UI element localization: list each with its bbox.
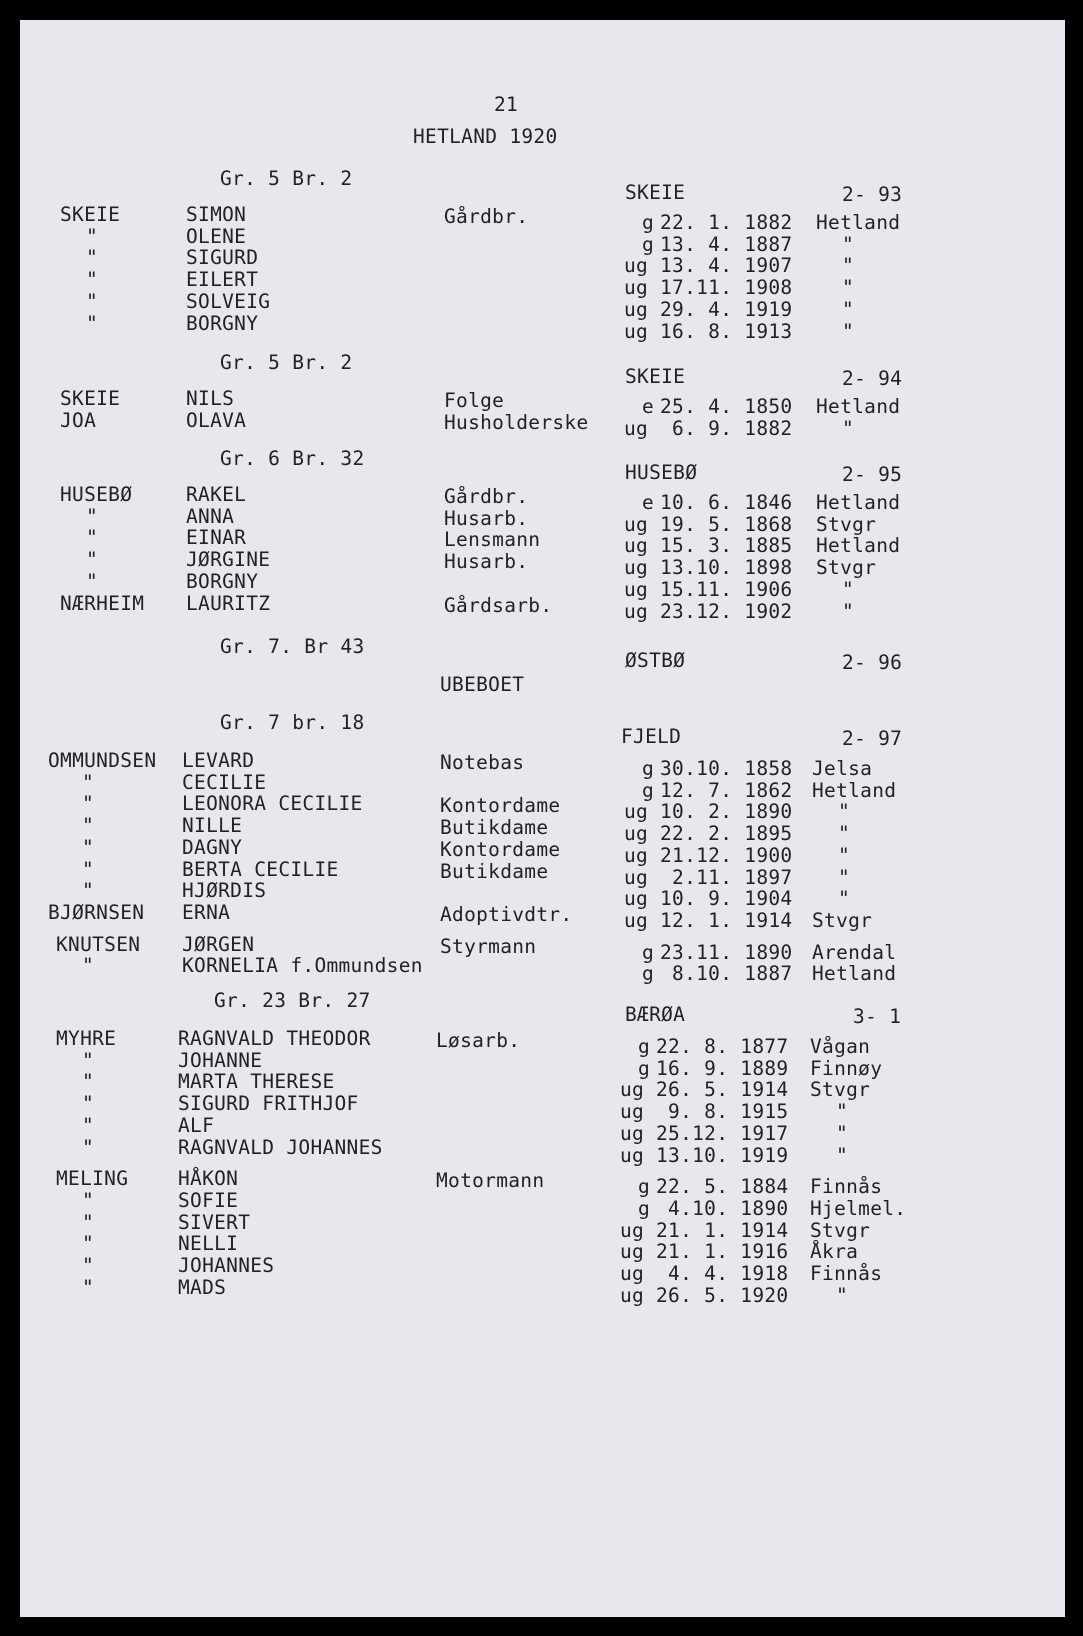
section-code: 2- 96 <box>842 651 903 674</box>
occupation-cell: Motormann <box>436 1169 545 1193</box>
marital-status-cell: ug <box>624 276 649 300</box>
given-name-cell: RAGNVALD THEODOR <box>178 1027 371 1050</box>
page-number: 21 <box>494 93 519 116</box>
given-name-cell: SOFIE <box>178 1188 239 1212</box>
birthdate-cell: 12. 1. 1914 <box>660 908 793 932</box>
surname-cell: " <box>82 1135 95 1159</box>
census-page <box>20 20 1065 1617</box>
given-name-cell: ALF <box>178 1113 215 1137</box>
marital-status-cell: ug <box>624 908 649 932</box>
birthdate-cell: 30.10. 1858 <box>660 757 793 780</box>
birthdate-cell: 25. 4. 1850 <box>660 395 793 418</box>
marital-status-cell: ug <box>624 416 649 440</box>
surname-cell: JOA <box>60 408 97 432</box>
occupation-cell: Butikdame <box>440 816 549 840</box>
section-code: 2- 97 <box>842 727 903 750</box>
occupation-cell: Kontordame <box>440 837 561 861</box>
section-code: 2- 94 <box>842 367 903 390</box>
birthdate-cell: 16. 9. 1889 <box>656 1056 789 1080</box>
given-name-cell: BORGNY <box>186 569 259 593</box>
birthdate-cell: 2.11. 1897 <box>660 865 793 889</box>
marital-status-cell: g <box>642 757 655 780</box>
birthdate-cell: 26. 5. 1914 <box>656 1078 789 1102</box>
surname-cell: MYHRE <box>56 1027 117 1050</box>
given-name-cell: LEVARD <box>182 749 255 772</box>
birthplace-cell: " <box>838 800 851 824</box>
surname-cell: KNUTSEN <box>56 932 141 956</box>
marital-status-cell: ug <box>624 822 649 846</box>
marital-status-cell: ug <box>624 887 649 911</box>
occupation-cell: Gårdbr. <box>444 205 529 228</box>
given-name-cell: SIGURD <box>186 246 259 270</box>
birthdate-cell: 22. 1. 1882 <box>660 211 793 234</box>
marital-status-cell: ug <box>624 556 649 580</box>
surname-cell: OMMUNDSEN <box>48 749 157 772</box>
birthplace-cell: Åkra <box>810 1240 859 1264</box>
birthplace-cell: " <box>838 822 851 846</box>
given-name-cell: NILLE <box>182 814 243 838</box>
surname-cell: HUSEBØ <box>60 483 133 506</box>
surname-cell: " <box>82 954 95 978</box>
section-gr-label: Gr. 7 br. 18 <box>220 711 365 734</box>
occupation-cell: Adoptivdtr. <box>440 902 573 926</box>
section-gr-label: Gr. 5 Br. 2 <box>220 167 353 190</box>
birthplace-cell: " <box>842 599 855 623</box>
birthdate-cell: 23.11. 1890 <box>660 940 793 964</box>
marital-status-cell: ug <box>624 254 649 278</box>
given-name-cell: JOHANNE <box>178 1048 263 1072</box>
marital-status-cell: e <box>642 491 655 514</box>
given-name-cell: JØRGEN <box>182 932 255 956</box>
birthdate-cell: 22. 5. 1884 <box>656 1175 789 1199</box>
given-name-cell: JOHANNES <box>178 1254 275 1277</box>
surname-cell: MELING <box>56 1167 129 1191</box>
occupation-cell: Styrmann <box>440 934 537 958</box>
given-name-cell: HJØRDIS <box>182 879 267 903</box>
marital-status-cell: ug <box>624 865 649 889</box>
marital-status-cell: ug <box>620 1078 645 1102</box>
birthdate-cell: 19. 5. 1868 <box>660 512 793 536</box>
section-gr-label: Gr. 7. Br 43 <box>220 635 365 658</box>
surname-cell: " <box>86 526 99 550</box>
birthplace-cell: Hetland <box>816 395 901 418</box>
birthdate-cell: 21. 1. 1914 <box>656 1218 789 1242</box>
surname-cell: " <box>82 1254 95 1277</box>
marital-status-cell: ug <box>620 1240 645 1264</box>
given-name-cell: RAGNVALD JOHANNES <box>178 1135 383 1159</box>
section-gr-label: Gr. 23 Br. 27 <box>214 989 371 1012</box>
given-name-cell: CECILIE <box>182 770 267 794</box>
birthdate-cell: 13.10. 1898 <box>660 556 793 580</box>
marital-status-cell: ug <box>620 1143 645 1167</box>
birthplace-cell: Finnås <box>810 1175 883 1199</box>
birthplace-cell: " <box>842 232 855 256</box>
marital-status-cell: ug <box>624 297 649 321</box>
surname-cell: " <box>82 1232 95 1256</box>
surname-cell: " <box>82 770 95 794</box>
given-name-cell: SIMON <box>186 203 247 226</box>
marital-status-cell: ug <box>624 800 649 824</box>
surname-cell: " <box>86 548 99 572</box>
marital-status-cell: ug <box>624 577 649 601</box>
marital-status-cell: g <box>638 1035 651 1058</box>
surname-cell: " <box>86 504 99 528</box>
marital-status-cell: g <box>642 211 655 234</box>
occupation-cell: Notebas <box>440 751 525 774</box>
marital-status-cell: g <box>638 1196 651 1220</box>
birthdate-cell: 10. 6. 1846 <box>660 491 793 514</box>
surname-cell: BJØRNSEN <box>48 900 145 924</box>
given-name-cell: NELLI <box>178 1232 239 1256</box>
given-name-cell: SOLVEIG <box>186 289 271 313</box>
birthdate-cell: 13. 4. 1907 <box>660 254 793 278</box>
birthplace-cell: " <box>842 276 855 300</box>
surname-cell: " <box>82 1070 95 1094</box>
birthplace-cell: Stvgr <box>816 556 877 580</box>
birthplace-cell: Finnøy <box>810 1056 883 1080</box>
birthdate-cell: 6. 9. 1882 <box>660 416 793 440</box>
birthdate-cell: 4. 4. 1918 <box>656 1262 789 1285</box>
birthdate-cell: 13.10. 1919 <box>656 1143 789 1167</box>
birthdate-cell: 26. 5. 1920 <box>656 1283 789 1307</box>
birthdate-cell: 21.12. 1900 <box>660 843 793 867</box>
occupation-cell: Folge <box>444 389 505 412</box>
birthplace-cell: Vågan <box>810 1035 871 1058</box>
surname-cell: " <box>86 569 99 593</box>
marital-status-cell: ug <box>620 1283 645 1307</box>
surname-cell: " <box>82 879 95 903</box>
marital-status-cell: g <box>638 1175 651 1199</box>
section-place: HUSEBØ <box>625 461 698 484</box>
section-place: SKEIE <box>625 365 686 388</box>
birthdate-cell: 12. 7. 1862 <box>660 778 793 802</box>
birthplace-cell: Stvgr <box>816 512 877 536</box>
birthdate-cell: 10. 9. 1904 <box>660 887 793 911</box>
marital-status-cell: ug <box>620 1121 645 1145</box>
surname-cell: " <box>82 814 95 838</box>
birthplace-cell: " <box>842 297 855 321</box>
occupation-cell: Løsarb. <box>436 1029 521 1052</box>
surname-cell: " <box>82 1113 95 1137</box>
birthdate-cell: 21. 1. 1916 <box>656 1240 789 1264</box>
given-name-cell: NILS <box>186 387 235 410</box>
marital-status-cell: g <box>642 232 655 256</box>
surname-cell: " <box>86 268 99 292</box>
given-name-cell: EILERT <box>186 268 259 292</box>
given-name-cell: HÅKON <box>178 1167 239 1191</box>
marital-status-cell: g <box>638 1056 651 1080</box>
birthplace-cell: " <box>838 843 851 867</box>
given-name-cell: LEONORA CECILIE <box>182 792 363 816</box>
surname-cell: " <box>86 289 99 313</box>
birthplace-cell: " <box>842 416 855 440</box>
page-title: HETLAND 1920 <box>413 125 558 148</box>
marital-status-cell: g <box>642 940 655 964</box>
surname-cell: " <box>86 224 99 248</box>
marital-status-cell: g <box>642 962 655 986</box>
marital-status-cell: ug <box>624 843 649 867</box>
section-code: 3- 1 <box>853 1005 902 1028</box>
birthplace-cell: Stvgr <box>810 1078 871 1102</box>
given-name-cell: OLENE <box>186 224 247 248</box>
birthplace-cell: " <box>836 1100 849 1124</box>
surname-cell: " <box>82 792 95 816</box>
surname-cell: SKEIE <box>60 203 121 226</box>
given-name-cell: MARTA THERESE <box>178 1070 335 1094</box>
occupation-cell: Husholderske <box>444 410 589 434</box>
surname-cell: " <box>82 1048 95 1072</box>
surname-cell: " <box>86 246 99 270</box>
surname-cell: " <box>82 1092 95 1116</box>
given-name-cell: KORNELIA f.Ommundsen <box>182 954 423 978</box>
surname-cell: " <box>82 1210 95 1234</box>
birthplace-cell: Hetland <box>816 211 901 234</box>
given-name-cell: BORGNY <box>186 311 259 335</box>
marital-status-cell: ug <box>624 599 649 623</box>
birthplace-cell: Finnås <box>810 1262 883 1285</box>
marital-status-cell: ug <box>620 1218 645 1242</box>
given-name-cell: SIGURD FRITHJOF <box>178 1092 359 1116</box>
birthdate-cell: 25.12. 1917 <box>656 1121 789 1145</box>
birthplace-cell: Hjelmel. <box>810 1196 907 1220</box>
given-name-cell: ANNA <box>186 504 235 528</box>
birthplace-cell: " <box>842 319 855 343</box>
surname-cell: SKEIE <box>60 387 121 410</box>
birthdate-cell: 15. 3. 1885 <box>660 534 793 558</box>
birthdate-cell: 23.12. 1902 <box>660 599 793 623</box>
birthdate-cell: 16. 8. 1913 <box>660 319 793 343</box>
surname-cell: " <box>82 1188 95 1212</box>
given-name-cell: EINAR <box>186 526 247 550</box>
birthplace-cell: " <box>836 1121 849 1145</box>
surname-cell: " <box>82 857 95 881</box>
surname-cell: NÆRHEIM <box>60 591 145 615</box>
birthplace-cell: " <box>836 1143 849 1167</box>
section-place: BÆRØA <box>625 1003 686 1026</box>
birthplace-cell: " <box>838 887 851 911</box>
given-name-cell: SIVERT <box>178 1210 251 1234</box>
birthdate-cell: 22. 8. 1877 <box>656 1035 789 1058</box>
birthplace-cell: " <box>838 865 851 889</box>
birthplace-cell: Hetland <box>816 491 901 514</box>
given-name-cell: ERNA <box>182 900 231 924</box>
occupation-cell: Husarb. <box>444 506 529 530</box>
given-name-cell: DAGNY <box>182 835 243 859</box>
birthplace-cell: Hetland <box>816 534 901 558</box>
given-name-cell: MADS <box>178 1275 227 1299</box>
birthdate-cell: 4.10. 1890 <box>656 1196 789 1220</box>
birthplace-cell: Hetland <box>812 962 897 986</box>
given-name-cell: OLAVA <box>186 408 247 432</box>
birthplace-cell: Jelsa <box>812 757 873 780</box>
birthdate-cell: 22. 2. 1895 <box>660 822 793 846</box>
birthplace-cell: Stvgr <box>812 908 873 932</box>
marital-status-cell: ug <box>624 512 649 536</box>
given-name-cell: LAURITZ <box>186 591 271 615</box>
occupation-cell: Husarb. <box>444 550 529 574</box>
birthplace-cell: " <box>842 254 855 278</box>
marital-status-cell: e <box>642 395 655 418</box>
given-name-cell: BERTA CECILIE <box>182 857 339 881</box>
occupation-cell: Gårdbr. <box>444 485 529 508</box>
birthdate-cell: 9. 8. 1915 <box>656 1100 789 1124</box>
birthplace-cell: " <box>836 1283 849 1307</box>
occupation-cell: Lensmann <box>444 528 541 552</box>
birthdate-cell: 13. 4. 1887 <box>660 232 793 256</box>
birthplace-cell: Arendal <box>812 940 897 964</box>
section-place: SKEIE <box>625 181 686 204</box>
marital-status-cell: ug <box>624 319 649 343</box>
given-name-cell: RAKEL <box>186 483 247 506</box>
birthdate-cell: 8.10. 1887 <box>660 962 793 986</box>
surname-cell: " <box>86 311 99 335</box>
given-name-cell: JØRGINE <box>186 548 271 572</box>
surname-cell: " <box>82 1275 95 1299</box>
marital-status-cell: ug <box>620 1262 645 1285</box>
birthplace-cell: Hetland <box>812 778 897 802</box>
birthdate-cell: 10. 2. 1890 <box>660 800 793 824</box>
birthdate-cell: 29. 4. 1919 <box>660 297 793 321</box>
birthplace-cell: Stvgr <box>810 1218 871 1242</box>
section-gr-label: Gr. 6 Br. 32 <box>220 447 365 470</box>
section-gr-label: Gr. 5 Br. 2 <box>220 351 353 374</box>
marital-status-cell: g <box>642 778 655 802</box>
occupation-cell: Butikdame <box>440 859 549 883</box>
section-place: ØSTBØ <box>625 649 686 672</box>
occupation-cell: Kontordame <box>440 794 561 818</box>
birthdate-cell: 17.11. 1908 <box>660 276 793 300</box>
marital-status-cell: ug <box>624 534 649 558</box>
occupation-cell: Gårdsarb. <box>444 593 553 617</box>
birthdate-cell: 15.11. 1906 <box>660 577 793 601</box>
birthplace-cell: " <box>842 577 855 601</box>
section-note: UBEBOET <box>440 673 525 696</box>
section-code: 2- 93 <box>842 183 903 206</box>
surname-cell: " <box>82 835 95 859</box>
section-code: 2- 95 <box>842 463 903 486</box>
marital-status-cell: ug <box>620 1100 645 1124</box>
section-place: FJELD <box>621 725 682 748</box>
